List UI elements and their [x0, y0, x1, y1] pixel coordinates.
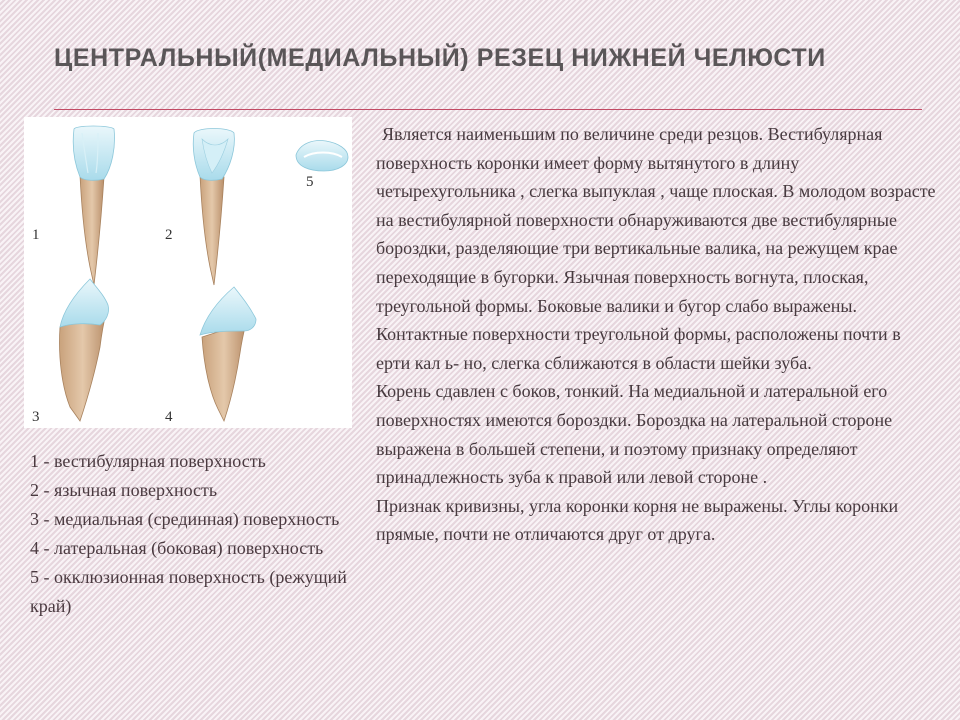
figure-label-2: 2: [165, 227, 173, 243]
tooth-occlusal-view: [296, 141, 348, 171]
legend-item: 4 - латеральная (боковая) поверхность: [30, 538, 324, 558]
tooth-figure: [24, 117, 352, 428]
title-divider: [54, 109, 922, 110]
legend-item: 5 - окклюзионная поверхность (режущий край): [30, 567, 347, 616]
legend-item: 1 - вестибулярная поверхность: [30, 451, 266, 471]
description-text: [376, 120, 936, 549]
tooth-lateral-view: [200, 287, 256, 421]
tooth-vestibular-view: [73, 126, 114, 285]
slide-title: ЦЕНТРАЛЬНЫЙ(МЕДИАЛЬНЫЙ) РЕЗЕЦ НИЖНЕЙ ЧЕЛЮСТИ: [54, 44, 826, 72]
figure-label-3: 3: [32, 409, 40, 425]
description-paragraph-crown: Является наименьшим по величине среди резцов. Вестибулярная поверхность коронки имеет форму вытянутого в длину четырехугольника , слегка выпуклая , чаще плоская. В молодом возрасте на вестибулярной поверхности обнаруживаются две вестибулярные бороздки, разделяющие три вертикальные валика, на режущем крае переходящие в бугорки. Язычная поверхность вогнута, плоская, треугольной формы. Боковые валики и бугор слабо выражены. Контактные поверхности треугольной формы, расположены почти в ерти кал ь- но, слегка сближаются в области шейки зуба.: [376, 124, 936, 373]
figure-label-1: 1: [32, 227, 40, 243]
figure-label-5: 5: [306, 174, 314, 190]
description-paragraph-signs: Признак кривизны, угла коронки корня не выражены. Углы коронки прямые, почти не отличаются друг от друга.: [376, 495, 899, 545]
legend-item: 3 - медиальная (срединная) поверхность: [30, 509, 340, 529]
legend-item: 2 - язычная поверхность: [30, 480, 218, 500]
tooth-illustration: [24, 117, 352, 428]
figure-legend: [30, 447, 360, 621]
tooth-medial-view: [59, 279, 108, 421]
description-paragraph-root: Корень сдавлен с боков, тонкий. На медиальной и латеральной его поверхностях имеются бороздки. Бороздка на латеральной стороне выражена в большей степени, и поэтому признаку определяют принадлежность зуба к правой или левой стороне .: [376, 381, 893, 488]
tooth-lingual-view: [193, 129, 234, 286]
figure-label-4: 4: [165, 409, 173, 425]
